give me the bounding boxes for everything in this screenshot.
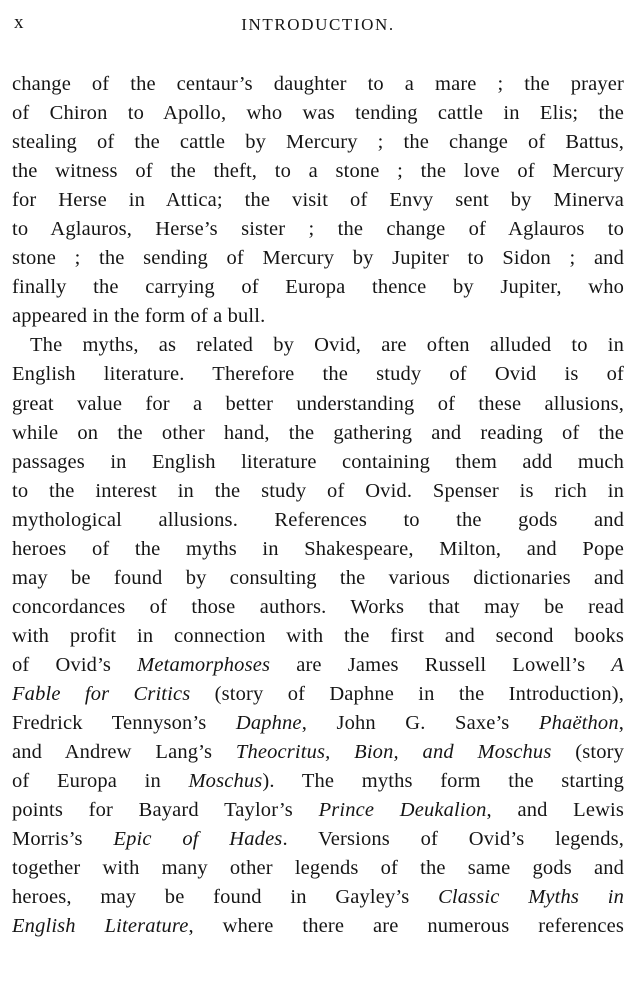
text-line: for Herse in Attica; the visit of Envy sent by Minerva: [12, 189, 624, 212]
text-run: , where there are numerous references: [188, 915, 624, 938]
text-run: are James Russell Lowell’s: [270, 653, 612, 676]
book-title: Moschus: [188, 770, 263, 793]
text-line: [12, 738, 624, 767]
text-line: concordances of those authors. Works that may be read: [12, 595, 624, 618]
page-number: x: [14, 12, 24, 33]
paragraph-ovid-myth-list: [12, 70, 624, 331]
text-line: passages in English literature containing them add much: [12, 450, 624, 473]
book-title: A: [611, 653, 624, 676]
running-head: INTRODUCTION.: [241, 15, 395, 34]
text-line: may be found by consulting the various dictionaries and: [12, 566, 624, 589]
text-line: great value for a better understanding of these allusions,: [12, 392, 624, 415]
text-line: appeared in the form of a bull.: [12, 305, 266, 328]
text-line: together with many other legends of the same gods and: [12, 857, 624, 880]
text-run: , John G. Saxe’s: [301, 712, 539, 735]
text-line: with profit in connection with the first and second books: [12, 624, 624, 647]
text-line: stealing of the cattle by Mercury ; the change of Battus,: [12, 131, 624, 154]
text-run: ). The myths form the starting: [262, 770, 624, 793]
text-line: [12, 796, 624, 825]
text-line: The myths, as related by Ovid, are often alluded to in: [30, 334, 624, 357]
book-title: Classic Myths in: [438, 886, 624, 909]
text-run: (story of Daphne in the Introduction),: [190, 682, 624, 705]
text-run: points for Bayard Taylor’s: [12, 799, 319, 822]
book-title: Phaëthon: [538, 712, 619, 735]
text-run: heroes, may be found in Gayley’s: [12, 886, 439, 909]
text-line: [12, 651, 624, 680]
text-line: [12, 709, 624, 738]
text-run: of Europa in: [12, 770, 189, 793]
body-text: [12, 70, 624, 941]
page-header: [14, 8, 622, 36]
text-run: Fredrick Tennyson’s: [12, 712, 236, 735]
text-line: change of the centaur’s daughter to a mare ; the prayer: [12, 73, 624, 95]
text-line: [12, 767, 624, 796]
book-title: Fable for Critics: [12, 682, 191, 705]
text-run: . Versions of Ovid’s legends,: [282, 828, 624, 851]
text-line: of Chiron to Apollo, who was tending cattle in Elis; the: [12, 102, 624, 125]
text-line: stone ; the sending of Mercury by Jupiter to Sidon ; and: [12, 247, 624, 270]
text-run: of Ovid’s: [12, 653, 138, 676]
book-title: English Literature: [12, 915, 189, 938]
text-run: and Andrew Lang’s: [12, 741, 236, 764]
text-line: [12, 825, 624, 854]
text-line: to the interest in the study of Ovid. Spenser is rich in: [12, 479, 624, 502]
book-title: Prince Deukalion: [318, 799, 487, 822]
book-title: Metamorphoses: [137, 653, 271, 676]
paragraph-myths-in-literature: [12, 331, 624, 941]
text-run: , and Lewis: [486, 799, 624, 822]
text-line: heroes of the myths in Shakespeare, Milton, and Pope: [12, 537, 624, 560]
book-title: Epic of Hades: [113, 828, 283, 851]
text-run: (story: [551, 741, 624, 764]
text-line: the witness of the theft, to a stone ; the love of Mercury: [12, 160, 624, 183]
text-line: to Aglauros, Herse’s sister ; the change of Aglauros to: [12, 218, 624, 241]
text-line: [12, 680, 624, 709]
text-line: while on the other hand, the gathering and reading of the: [12, 421, 624, 444]
text-line: [12, 883, 624, 912]
text-line: [12, 912, 624, 941]
book-title: Theocritus, Bion, and Moschus: [235, 741, 552, 764]
book-title: Daphne: [235, 712, 302, 735]
text-line: mythological allusions. References to the gods and: [12, 508, 624, 531]
text-line: English literature. Therefore the study of Ovid is of: [12, 363, 624, 386]
text-run: Morris’s: [12, 828, 114, 851]
text-run: ,: [618, 712, 624, 735]
text-line: finally the carrying of Europa thence by Jupiter, who: [12, 276, 624, 299]
